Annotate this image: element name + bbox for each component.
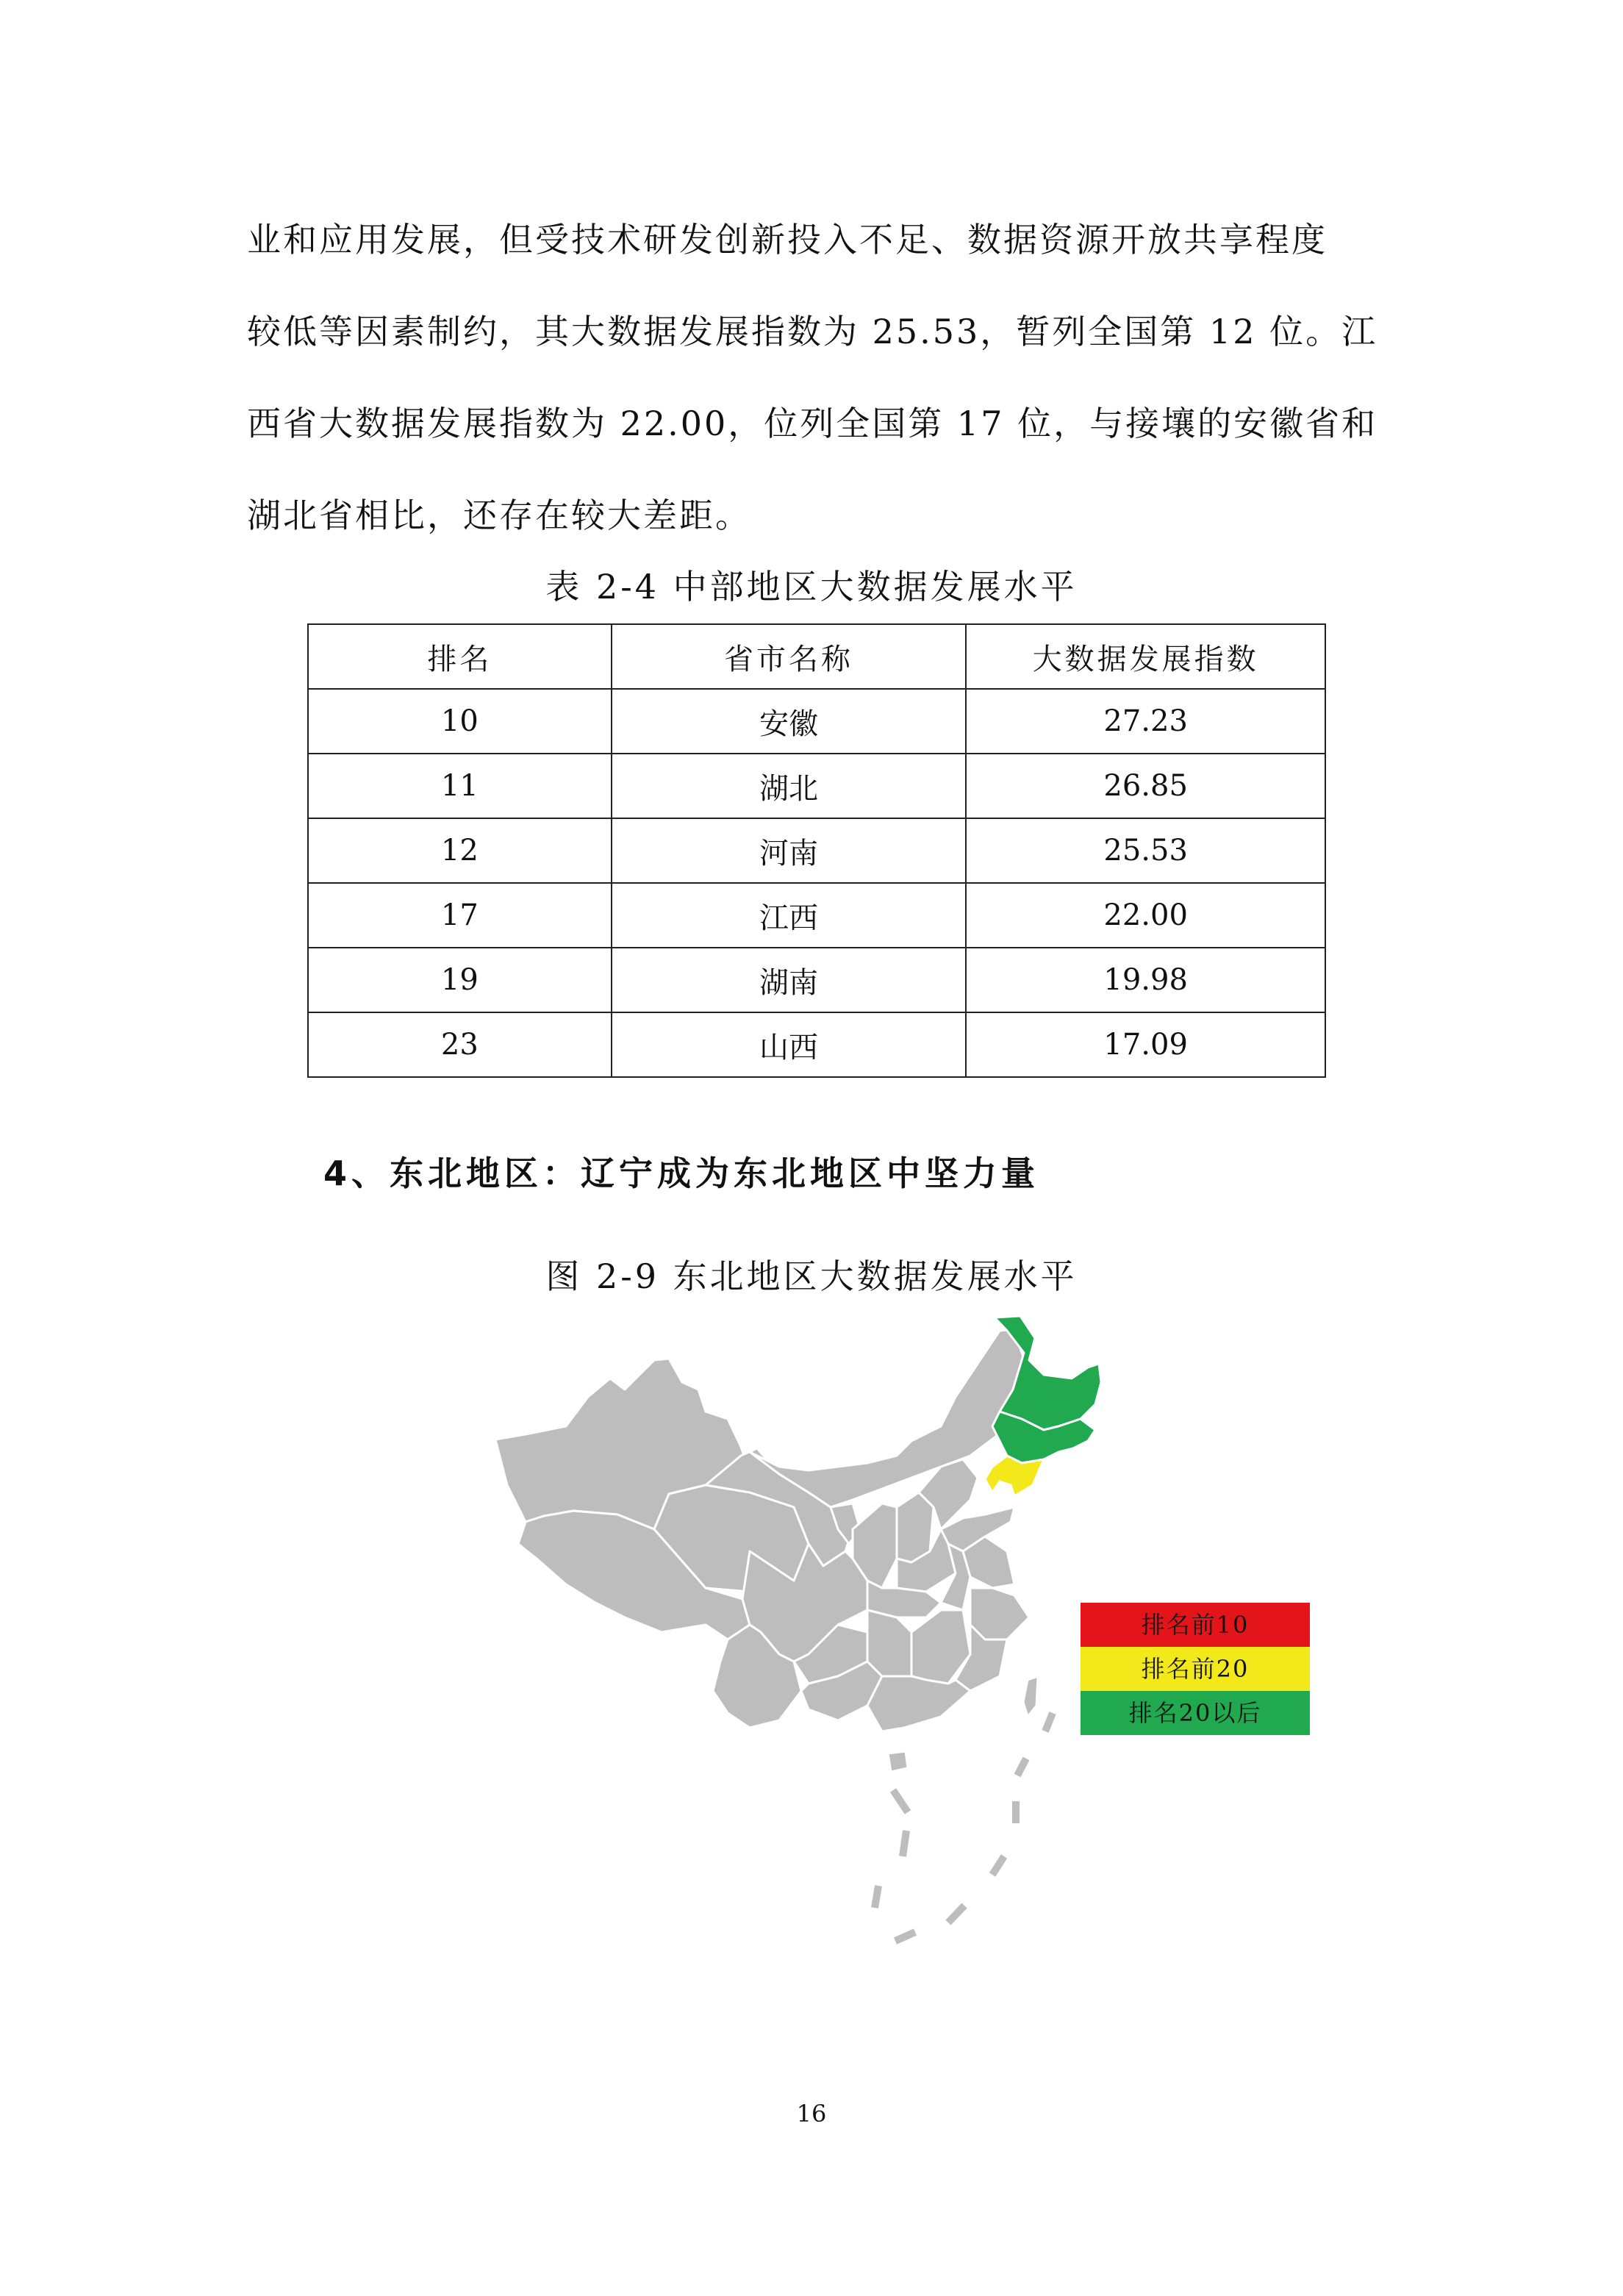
- nine-dash-line: [875, 1713, 1053, 1941]
- body-paragraph: [247, 194, 1385, 562]
- cell-province: 安徽: [612, 689, 967, 754]
- cell-rank: 12: [308, 818, 612, 883]
- table-row: [308, 818, 1325, 883]
- cell-index: 17.09: [966, 1012, 1325, 1077]
- cell-index: 25.53: [966, 818, 1325, 883]
- cell-rank: 23: [308, 1012, 612, 1077]
- cell-province: 河南: [612, 818, 967, 883]
- page-number: 16: [796, 2100, 827, 2128]
- table-row: [308, 689, 1325, 754]
- paragraph-line: 业和应用发展，但受技术研发创新投入不足、数据资源开放共享程度: [247, 220, 1328, 260]
- paragraph-line: 西省大数据发展指数为 22.00，位列全国第 17 位，与接壤的安徽省和: [247, 404, 1378, 443]
- cell-index: 19.98: [966, 948, 1325, 1012]
- cell-rank: 10: [308, 689, 612, 754]
- china-map: [485, 1309, 1147, 2103]
- region-liaoning: [985, 1456, 1044, 1496]
- cell-rank: 11: [308, 754, 612, 818]
- cell-province: 江西: [612, 883, 967, 948]
- cell-index: 22.00: [966, 883, 1325, 948]
- cell-rank: 17: [308, 883, 612, 948]
- central-region-table: [307, 623, 1326, 1078]
- header-index: 大数据发展指数: [966, 624, 1325, 689]
- table-header-row: [308, 624, 1325, 689]
- cell-province: 湖南: [612, 948, 967, 1012]
- table-row: [308, 1012, 1325, 1077]
- paragraph-line: 较低等因素制约，其大数据发展指数为 25.53，暂列全国第 12 位。江: [247, 312, 1378, 351]
- legend-top10: 排名前10: [1081, 1603, 1310, 1647]
- table-row: [308, 883, 1325, 948]
- figure-caption: 图 2-9 东北地区大数据发展水平: [545, 1256, 1078, 1296]
- paragraph-line: 湖北省相比，还存在较大差距。: [247, 496, 751, 535]
- table-caption: 表 2-4 中部地区大数据发展水平: [545, 567, 1078, 607]
- cell-index: 27.23: [966, 689, 1325, 754]
- header-province: 省市名称: [612, 624, 967, 689]
- legend-top20: 排名前20: [1081, 1647, 1310, 1691]
- base-map: [495, 1329, 1038, 1772]
- cell-province: 湖北: [612, 754, 967, 818]
- cell-rank: 19: [308, 948, 612, 1012]
- map-legend: [1081, 1603, 1310, 1735]
- table-row: [308, 948, 1325, 1012]
- table-row: [308, 754, 1325, 818]
- cell-index: 26.85: [966, 754, 1325, 818]
- header-rank: 排名: [308, 624, 612, 689]
- section-heading: 4、东北地区：辽宁成为东北地区中坚力量: [323, 1154, 1040, 1193]
- cell-province: 山西: [612, 1012, 967, 1077]
- legend-after20: 排名20以后: [1081, 1691, 1310, 1735]
